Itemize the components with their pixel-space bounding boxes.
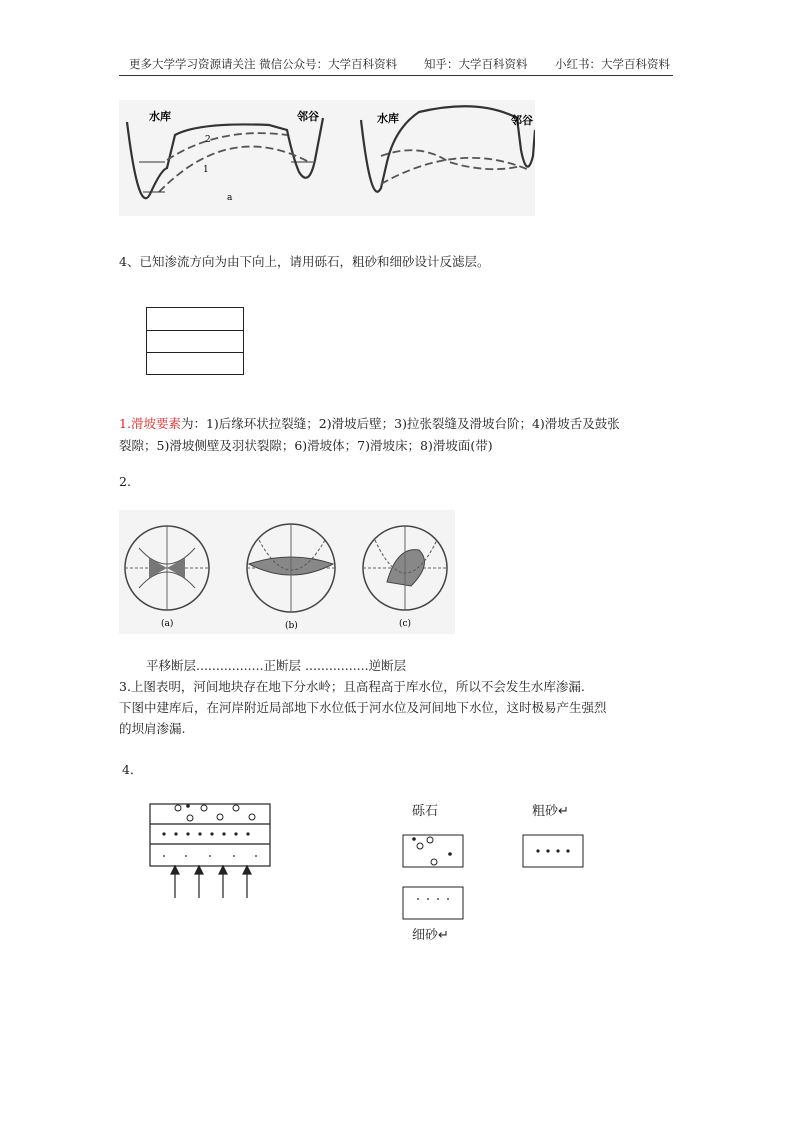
right-reservoir-label: 水库 (377, 112, 399, 125)
question-4: 4、已知渗流方向为由下向上，请用砾石，粗砂和细砂设计反滤层。 (119, 254, 490, 269)
answer-1-line1 (119, 414, 620, 432)
page-header (119, 55, 673, 76)
stereonet-diagrams (119, 510, 455, 634)
reservoir-seepage-figure (119, 100, 535, 216)
right-valley-label: 邻谷 (511, 114, 533, 127)
fault-type-caption: 平移断层.................正断层 ................逆断层 (146, 658, 407, 673)
header-zhihu: 知乎：大学百科资料 (424, 57, 528, 71)
fine-sand-legend-box (402, 886, 464, 920)
gravel-label: 砾石 (412, 804, 439, 819)
answer-4-number: 4． (122, 762, 143, 777)
reservoir-seepage-diagram (119, 100, 535, 216)
curve-1-label: 1 (203, 165, 209, 175)
sub-label-a: a (227, 193, 233, 203)
answer-3-line2: 下图中建库后，在河岸附近局部地下水位低于河水位及河间地下水位，这时极易产生强烈 (119, 700, 607, 715)
answer-3-line3: 的坝肩渗漏. (119, 721, 186, 736)
coarse-sand-label: 粗砂↵ (532, 804, 569, 819)
answer-1-text: 为：1)后缘环状拉裂缝；2)滑坡后壁；3)拉张裂缝及滑坡台阶；4)滑坡舌及鼓张 (180, 416, 620, 431)
landslide-elements-term: 滑坡要素 (130, 416, 181, 431)
sub-label-c-stereo: (c) (399, 619, 412, 629)
empty-filter-layers (146, 307, 244, 375)
header-xiaohongshu: 小红书：大学百科资料 (555, 57, 670, 71)
header-wechat: 更多大学学习资源请关注 微信公众号：大学百科资料 (129, 57, 398, 71)
reverse-filter-diagram (148, 800, 274, 902)
answer-1-line2: 裂隙；5)滑坡侧壁及羽状裂隙；6)滑坡体；7)滑坡床；8)滑坡面(带) (119, 438, 493, 453)
sub-label-b-stereo: (b) (285, 621, 298, 631)
coarse-sand-legend-box (522, 834, 584, 868)
fine-sand-label: 细砂↵ (412, 928, 449, 943)
left-valley-label: 邻谷 (297, 110, 319, 123)
sub-label-a-stereo: (a) (161, 619, 174, 629)
answer-1-number: 1. (119, 416, 131, 431)
answer-2-number: 2. (119, 474, 131, 489)
fault-stereonet-figure (119, 510, 455, 634)
answer-3-line1: 3.上图表明，河间地块存在地下分水岭；且高程高于库水位，所以不会发生水库渗漏. (119, 679, 585, 694)
gravel-legend-box (402, 834, 464, 868)
curve-2-label: 2 (205, 135, 211, 145)
left-reservoir-label: 水库 (149, 110, 171, 123)
